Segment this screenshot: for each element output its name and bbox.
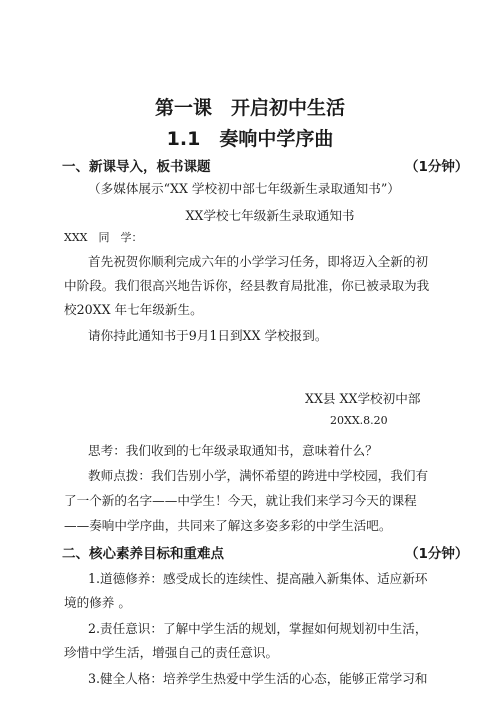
section2-heading: 二、核心素养目标和重难点 xyxy=(62,546,224,562)
notice-salutation: XXX 同 学： xyxy=(64,231,143,244)
notice-instruction: 请你持此通知书于9月1日到XX 学校报到。 xyxy=(88,328,328,343)
section1-time: （1分钟） xyxy=(405,159,469,175)
goal-item-line: 2.责任意识：了解中学生活的规划，掌握如何规划初中生活， xyxy=(88,621,428,636)
multimedia-note: （多媒体展示“XX 学校初中部七年级新生录取通知书”） xyxy=(88,181,400,196)
notice-signature-date: 20XX.8.20 xyxy=(330,414,388,427)
think-question: 思考：我们收到的七年级录取通知书，意味着什么？ xyxy=(88,443,378,458)
guide-line: 了一个新的名字——中学生！今天，就让我们来学习今天的课程 xyxy=(64,493,417,508)
notice-signature-org: XX县 XX学校初中部 xyxy=(305,391,421,406)
goal-item-line: 1.道德修养：感受成长的连续性、提高融入新集体、适应新环 xyxy=(88,571,428,586)
notice-body-line: 中阶段。我们很高兴地告诉你，经县教育局批准，你已被录取为我 xyxy=(64,278,430,293)
lesson-title: 第一课 开启初中生活 xyxy=(154,97,345,119)
notice-title: XX学校七年级新生录取通知书 xyxy=(185,208,355,223)
notice-body-line: 校20XX 年七年级新生。 xyxy=(64,302,203,317)
goal-item-line: 3.健全人格：培养学生热爱中学生活的心态，能够正常学习和 xyxy=(88,671,428,686)
section2-time: （1分钟） xyxy=(405,546,469,562)
goal-item-line: 珍惜中学生活，增强自己的责任意识。 xyxy=(64,645,279,660)
goal-item-line: 境的修养 。 xyxy=(64,595,131,610)
guide-line: ——奏响中学序曲，共同来了解这多姿多彩的中学生活吧。 xyxy=(64,518,392,533)
notice-body-line: 首先祝贺你顺利完成六年的小学学习任务，即将迈入全新的初 xyxy=(88,254,429,269)
section1-heading: 一、新课导入，板书课题 xyxy=(62,159,211,175)
guide-line: 教师点拨：我们告别小学，满怀希望的跨进中学校园，我们有 xyxy=(88,468,429,483)
section-title: 1.1 奏响中学序曲 xyxy=(166,128,334,150)
